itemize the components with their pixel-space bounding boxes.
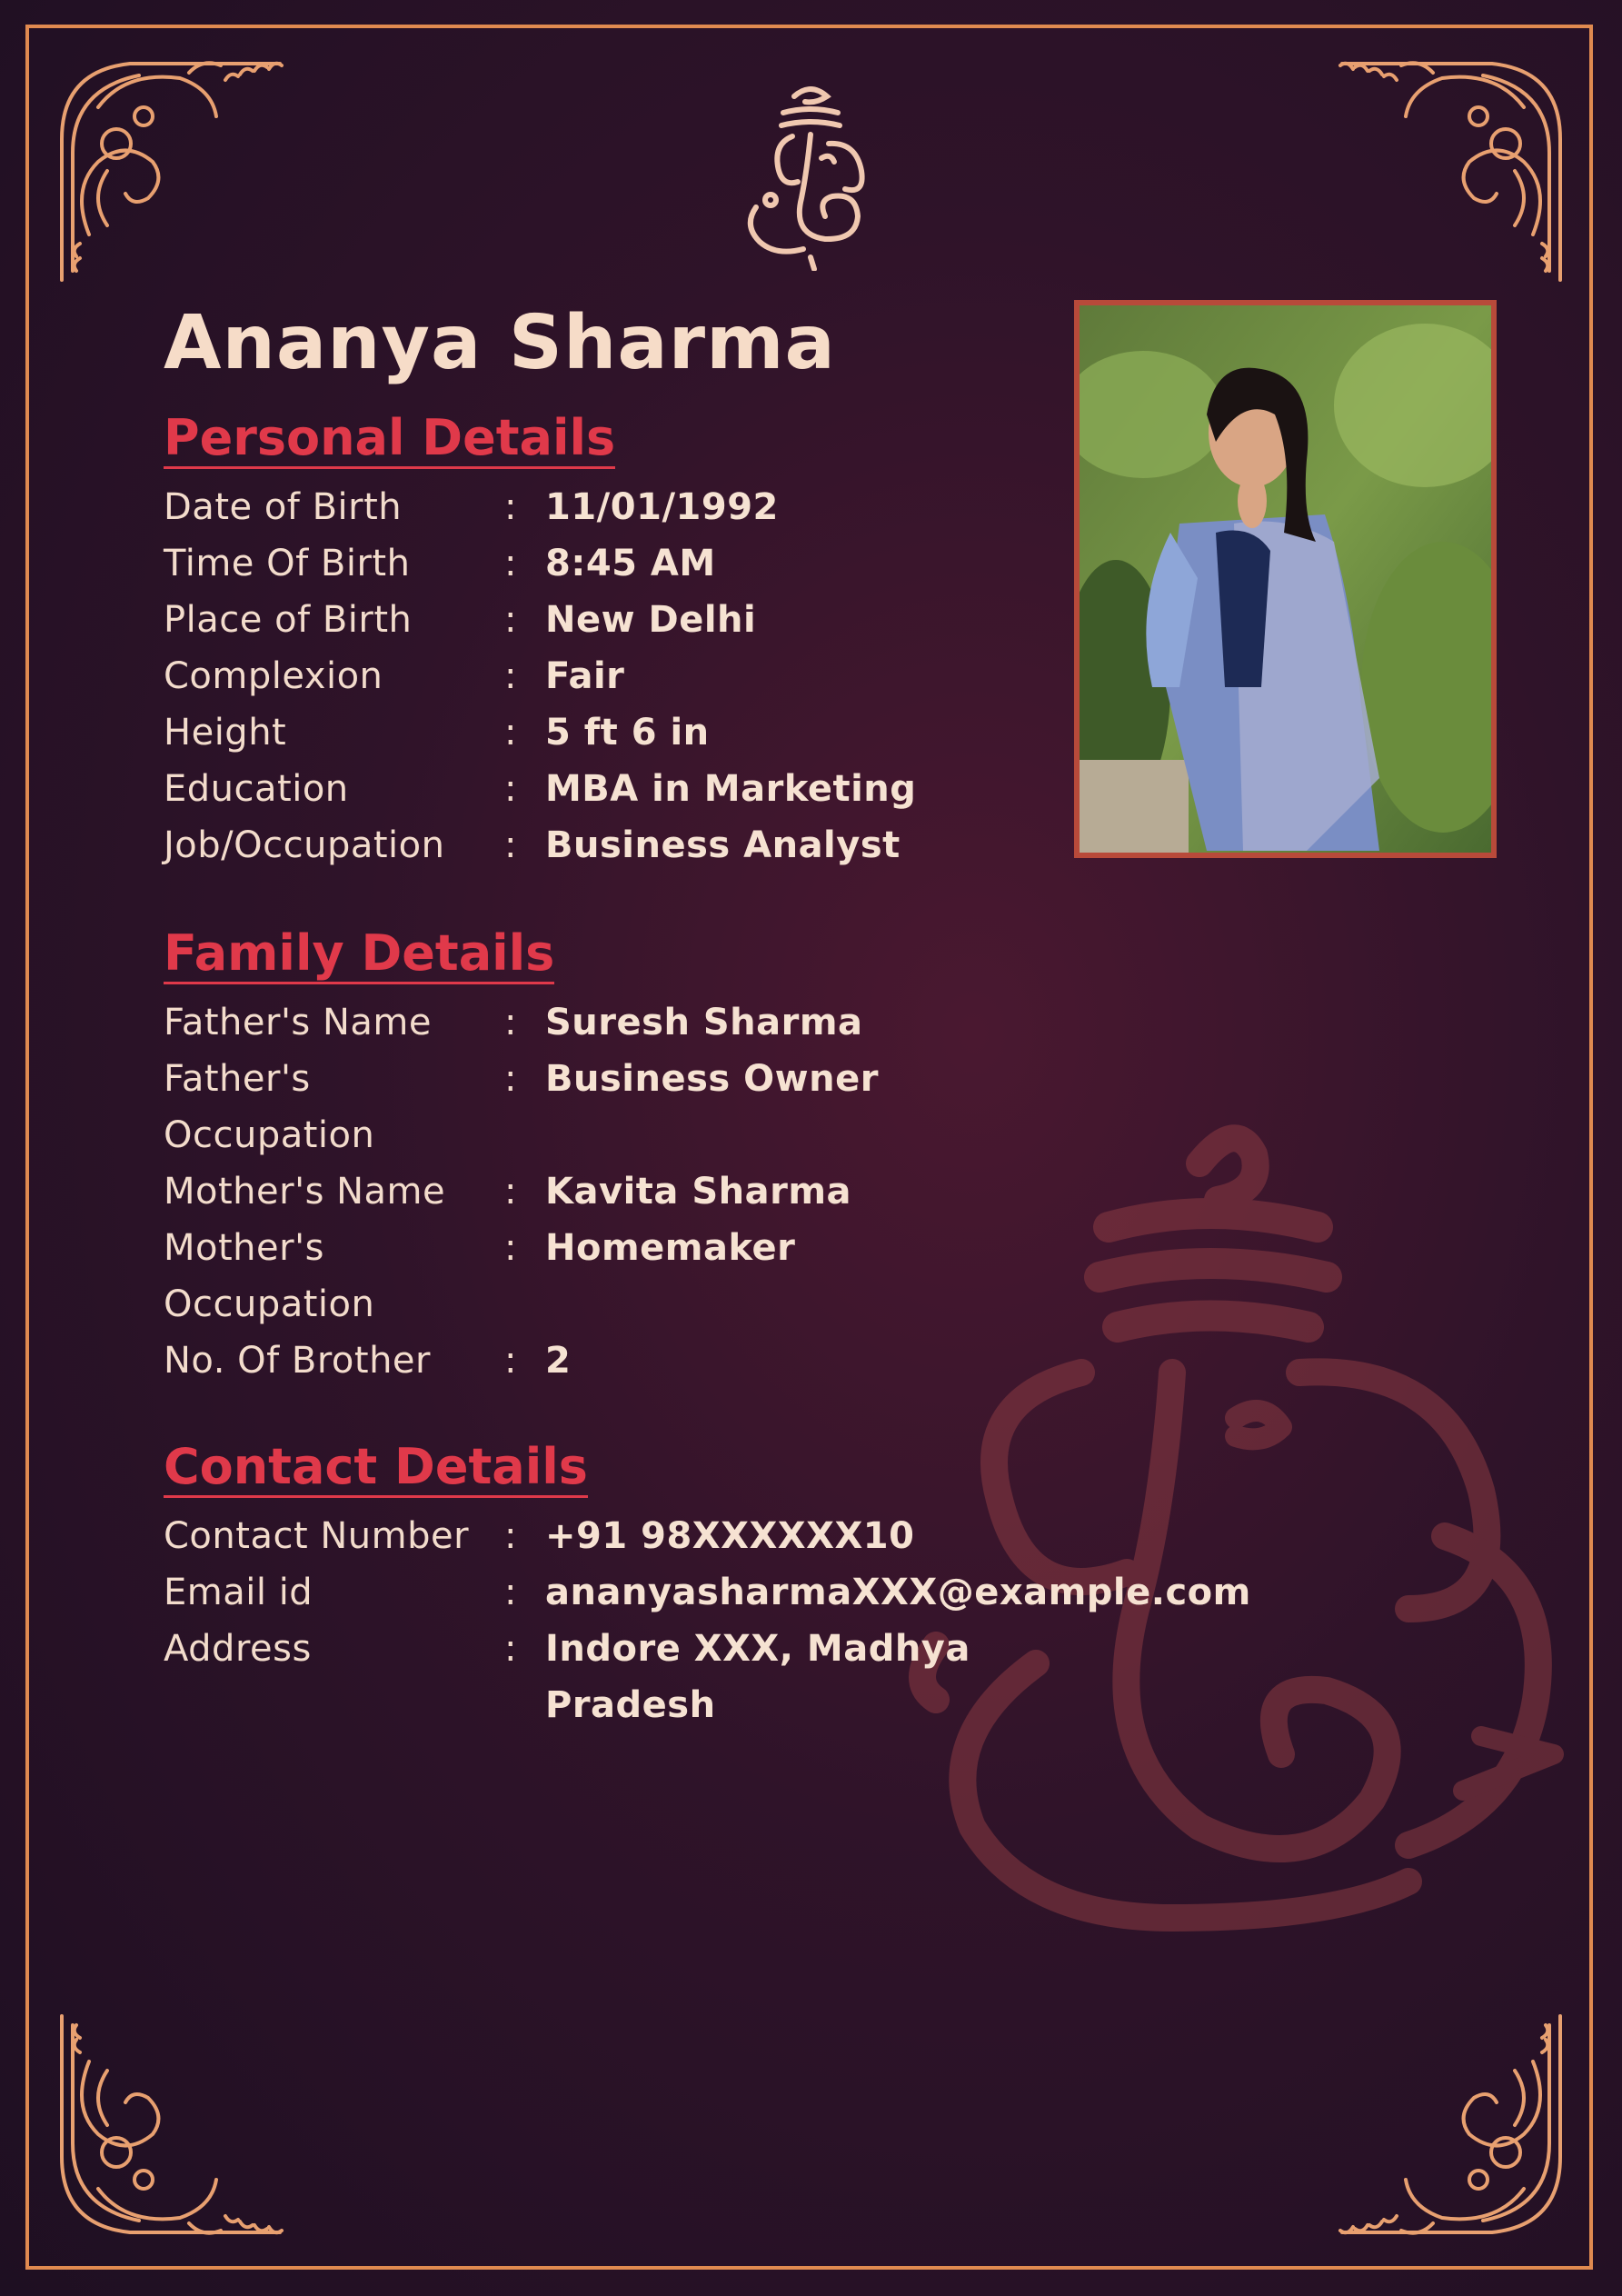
detail-label: Mother's Name	[164, 1171, 446, 1213]
detail-row	[164, 1051, 1209, 1163]
detail-label: No. Of Brother	[164, 1340, 431, 1382]
separator: :	[504, 824, 517, 866]
detail-row	[164, 535, 1209, 592]
detail-label: Job/Occupation	[164, 824, 445, 866]
detail-label: Address	[164, 1628, 312, 1670]
detail-label: Education	[164, 768, 349, 810]
detail-row	[164, 761, 1209, 817]
detail-row	[164, 1163, 1209, 1220]
detail-row	[164, 1564, 1251, 1621]
separator: :	[504, 1002, 517, 1043]
detail-row	[164, 994, 1209, 1051]
personal-details-list	[164, 479, 1209, 873]
separator: :	[504, 599, 517, 641]
separator: :	[504, 1572, 517, 1613]
detail-row	[164, 1333, 1209, 1389]
ganesha-icon	[738, 80, 883, 271]
detail-value: MBA in Marketing	[545, 768, 917, 810]
floral-corner-icon	[53, 53, 289, 289]
detail-row	[164, 704, 1209, 761]
detail-label: Complexion	[164, 655, 383, 697]
floral-corner-icon	[1333, 2007, 1569, 2243]
family-details-list	[164, 994, 1209, 1389]
detail-value: Kavita Sharma	[545, 1171, 851, 1213]
separator: :	[504, 768, 517, 810]
detail-row	[164, 648, 1209, 704]
detail-row	[164, 817, 1209, 873]
detail-value: 8:45 AM	[545, 543, 716, 584]
separator: :	[504, 1058, 517, 1100]
detail-value: ananyasharmaXXX@example.com	[545, 1572, 1251, 1613]
detail-row	[164, 479, 1209, 535]
detail-value: Business Analyst	[545, 824, 901, 866]
detail-value: 2	[545, 1340, 572, 1382]
personal-details-heading: Personal Details	[164, 414, 615, 469]
contact-details-list	[164, 1508, 1251, 1733]
detail-value: Business Owner	[545, 1058, 879, 1100]
detail-label: Mother's Occupation	[164, 1227, 375, 1325]
profile-photo	[1074, 300, 1497, 858]
floral-corner-icon	[1333, 53, 1569, 289]
candidate-name: Ananya Sharma	[164, 300, 836, 386]
separator: :	[504, 655, 517, 697]
detail-value: +91 98XXXXXX10	[545, 1515, 915, 1557]
detail-label: Father's Occupation	[164, 1058, 375, 1156]
detail-label: Father's Name	[164, 1002, 432, 1043]
detail-value: Homemaker	[545, 1227, 796, 1269]
separator: :	[504, 1227, 517, 1269]
detail-row	[164, 592, 1209, 648]
separator: :	[504, 1171, 517, 1213]
detail-value: Fair	[545, 655, 625, 697]
separator: :	[504, 1628, 517, 1670]
detail-value: 11/01/1992	[545, 486, 779, 528]
detail-label: Date of Birth	[164, 486, 403, 528]
detail-value: 5 ft 6 in	[545, 712, 710, 754]
separator: :	[504, 712, 517, 754]
detail-label: Contact Number	[164, 1515, 470, 1557]
family-details-heading: Family Details	[164, 929, 554, 984]
contact-details-heading: Contact Details	[164, 1442, 588, 1498]
detail-row	[164, 1220, 1209, 1333]
detail-label: Height	[164, 712, 287, 754]
detail-label: Place of Birth	[164, 599, 413, 641]
floral-corner-icon	[53, 2007, 289, 2243]
separator: :	[504, 1340, 517, 1382]
detail-row	[164, 1508, 1209, 1564]
separator: :	[504, 486, 517, 528]
detail-row	[164, 1621, 1209, 1733]
separator: :	[504, 1515, 517, 1557]
detail-value: New Delhi	[545, 599, 757, 641]
detail-value: Suresh Sharma	[545, 1002, 863, 1043]
detail-value: Indore XXX, Madhya Pradesh	[545, 1628, 970, 1726]
separator: :	[504, 543, 517, 584]
detail-label: Time Of Birth	[164, 543, 411, 584]
detail-label: Email id	[164, 1572, 313, 1613]
